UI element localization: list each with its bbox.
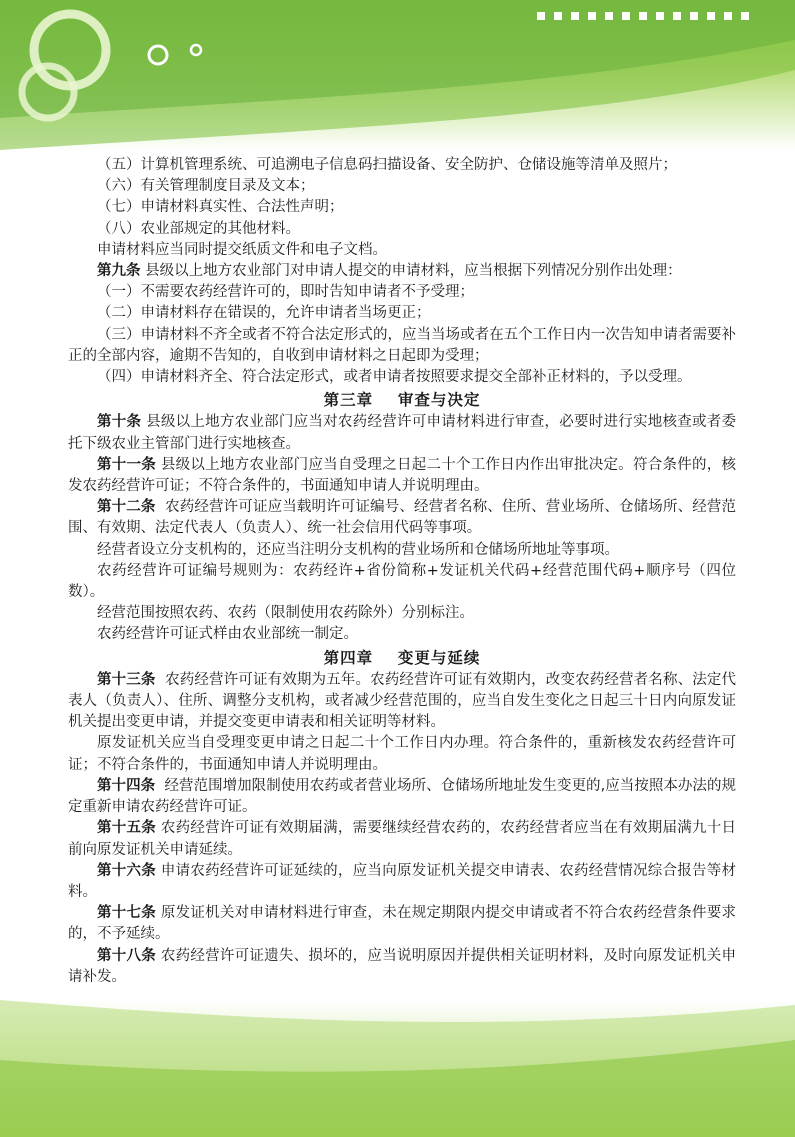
paragraph: 原发证机关应当自受理变更申请之日起二十个工作日内办理。符合条件的，重新核发农药经营许可证；不符合条件的，书面通知申请人并说明理由。 xyxy=(68,735,736,773)
article-heading: 第十三条 xyxy=(97,671,156,688)
chapter-name: 变更与延续 xyxy=(397,648,481,667)
article-17 xyxy=(68,903,736,945)
article-text: 经营范围增加限制使用农药或者营业场所、仓储场所地址发生变更的,应当按照本办法的规定重新申请农药经营许可证。 xyxy=(68,777,737,816)
list-item: （六）有关管理制度目录及文本； xyxy=(97,178,315,195)
article-text: 农药经营许可证应当载明许可证编号、经营者名称、住所、营业场所、仓储场所、经营范围、有效期、法定代表人（负责人）、统一社会信用代码等事项。 xyxy=(68,499,737,537)
paragraph: 农药经营许可证式样由农业部统一制定。 xyxy=(97,626,358,643)
chapter-4-title xyxy=(68,648,736,669)
paragraph: 经营范围按照农药、农药（限制使用农药除外）分别标注。 xyxy=(97,605,474,622)
article-text: 农药经营许可证遗失、损坏的，应当说明原因并提供相关证明材料，及时向原发证机关申请补发。 xyxy=(68,947,737,985)
article-text: 县级以上地方农业部门对申请人提交的申请材料，应当根据下列情况分别作出处理： xyxy=(145,263,682,280)
article-text: 农药经营许可证有效期为五年。农药经营许可证有效期内，改变农药经营者名称、法定代表人（负责人）、住所、调整分支机构，或者减少经营范围的，应当自发生变化之日起三十日内向原发证机关提出变更申请，并提交变更申请表和相关证明等材料。 xyxy=(68,671,737,731)
article-9 xyxy=(68,261,736,282)
list-item: （五）计算机管理系统、可追溯电子信息码扫描设备、安全防护、仓储设施等清单及照片； xyxy=(97,157,677,173)
article-heading: 第十二条 xyxy=(97,499,156,516)
article-heading: 第十七条 xyxy=(97,905,157,922)
list-item: （七）申请材料真实性、合法性声明； xyxy=(97,199,344,216)
article-text: 农药经营许可证有效期届满，需要继续经营农药的，农药经营者应当在有效期届满九十日前向原发证机关申请延续。 xyxy=(68,820,737,858)
list-item: （四）申请材料齐全、符合法定形式，或者申请者按照要求提交全部补正材料的，予以受理。 xyxy=(97,369,692,386)
list-item: （二）申请材料存在错误的，允许申请者当场更正； xyxy=(97,305,431,322)
article-heading: 第十条 xyxy=(97,414,142,431)
chapter-number: 第四章 xyxy=(323,648,374,667)
article-15 xyxy=(68,818,736,860)
paragraph: 经营者设立分支机构的，还应当注明分支机构的营业场所和仓储场所地址等事项。 xyxy=(97,541,619,558)
chapter-name: 审查与决定 xyxy=(397,391,481,410)
article-10 xyxy=(68,412,736,454)
article-heading: 第九条 xyxy=(97,263,141,280)
article-13 xyxy=(68,670,736,734)
article-text: 县级以上地方农业部门应当自受理之日起二十个工作日内作出审批决定。符合条件的，核发农药经营许可证；不符合条件的，书面通知申请人并说明理由。 xyxy=(68,456,737,495)
article-12 xyxy=(68,497,736,539)
article-heading: 第十八条 xyxy=(97,947,157,964)
article-heading: 第十六条 xyxy=(97,862,157,879)
list-item: （八）农业部规定的其他材料。 xyxy=(97,220,300,237)
article-16 xyxy=(68,861,736,903)
document-body xyxy=(68,155,736,988)
article-heading: 第十一条 xyxy=(97,456,157,473)
list-item: （三）申请材料不齐全或者不符合法定形式的，应当当场或者在五个工作日内一次告知申请者需要补正的全部内容，逾期不告知的，自收到申请材料之日起即为受理； xyxy=(68,326,736,364)
article-text: 县级以上地方农业部门应当对农药经营许可申请材料进行审查，必要时进行实地核查或者委托下级农业主管部门进行实地核查。 xyxy=(68,414,737,452)
article-heading: 第十四条 xyxy=(97,777,156,794)
article-11 xyxy=(68,455,736,497)
chapter-3-title xyxy=(68,390,736,411)
article-14 xyxy=(68,776,736,818)
article-text: 原发证机关对申请材料进行审查，未在规定期限内提交申请或者不符合农药经营条件要求的，不予延续。 xyxy=(68,905,737,943)
list-item: （一）不需要农药经营许可的，即时告知申请者不予受理； xyxy=(97,284,474,301)
article-text: 申请农药经营许可证延续的，应当向原发证机关提交申请表、农药经营情况综合报告等材料。 xyxy=(68,862,737,900)
paragraph: 申请材料应当同时提交纸质文件和电子文档。 xyxy=(97,241,387,258)
article-18 xyxy=(68,946,736,988)
square-dots-decoration-icon xyxy=(537,12,749,20)
paragraph: 农药经营许可证编号规则为：农药经许+省份简称+发证机关代码+经营范围代码+顺序号（四位数）。 xyxy=(68,562,736,601)
article-heading: 第十五条 xyxy=(97,820,157,837)
chapter-number: 第三章 xyxy=(323,391,374,410)
